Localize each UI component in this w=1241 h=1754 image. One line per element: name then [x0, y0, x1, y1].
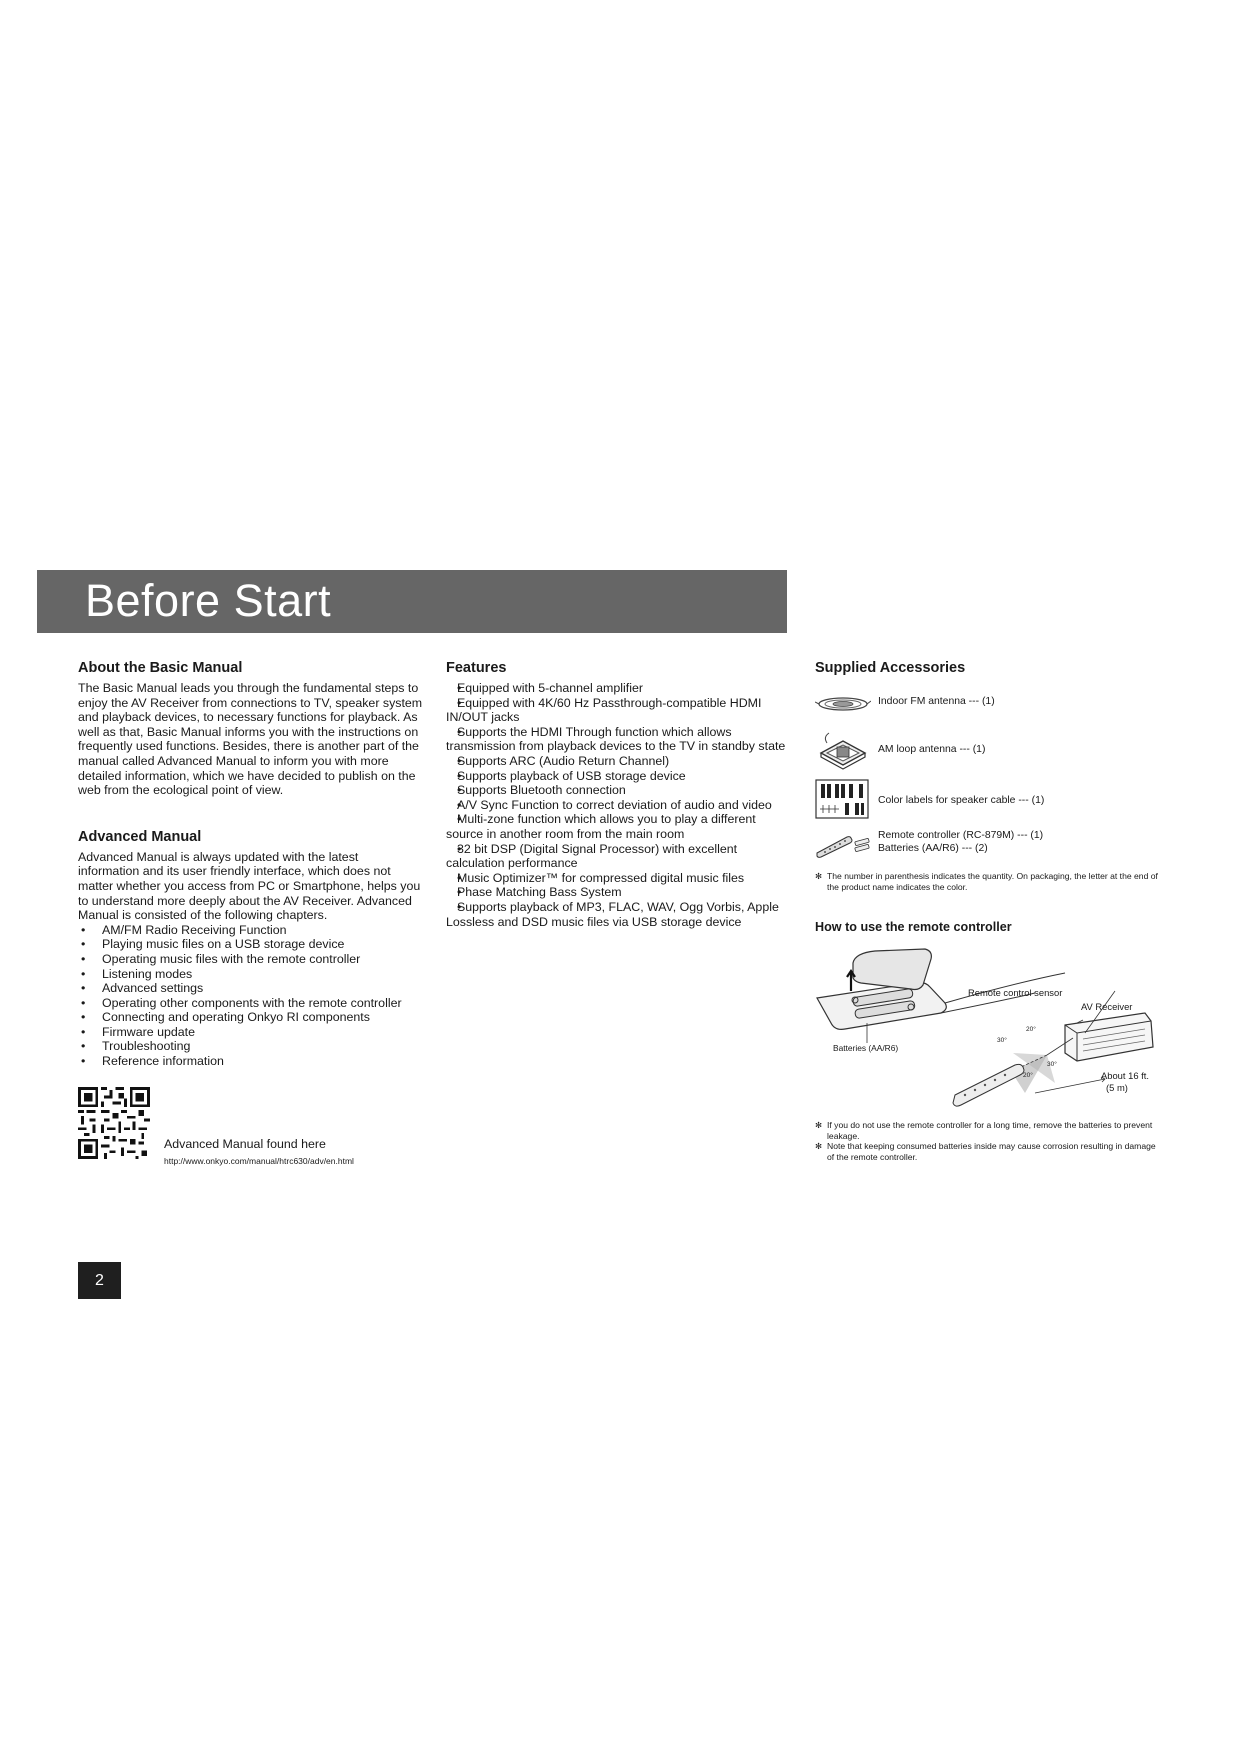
- remote-note: [815, 1141, 1165, 1162]
- advanced-heading: Advanced Manual: [78, 828, 202, 845]
- about-body: The Basic Manual leads you through the fundamental steps to enjoy the AV Receiver from connections to TV, speaker system and playback devices, to necessary functions for playback. As well as that, Basic Manual informs you with the instructions on frequently used functions. Besides, there is another part of the manual called Advanced Manual to inform you with more detailed information, which we have decided to publish on the web from the ecological point of view.: [78, 681, 423, 798]
- note-text: If you do not use the remote controller for a long time, remove the batteries to prevent leakage.: [827, 1120, 1153, 1141]
- fm-antenna-icon: [815, 689, 871, 717]
- list-item: • Equipped with 5-channel amplifier: [446, 681, 791, 696]
- list-item: • Playing music files on a USB storage device: [78, 937, 423, 952]
- column-basic-manual: [78, 660, 423, 1166]
- features-heading: Features: [446, 660, 507, 676]
- angle-label: 30°: [1047, 1061, 1057, 1068]
- qr-section: [78, 1087, 423, 1166]
- accessory-label: Color labels for speaker cable --- (1): [878, 795, 1045, 806]
- list-item: • Music Optimizer™ for compressed digital music files: [446, 871, 791, 886]
- list-item: • AM/FM Radio Receiving Function: [78, 923, 423, 938]
- note-mark: ✻: [815, 1120, 823, 1130]
- column-accessories: [815, 660, 1165, 1162]
- remote-use-heading: How to use the remote controller: [815, 920, 1012, 934]
- list-item: • Supports the HDMI Through function which allows transmission from playback devices to the TV in standby state: [446, 725, 791, 754]
- note-mark: ✻: [815, 1141, 823, 1151]
- list-item: • Supports playback of USB storage device: [446, 769, 791, 784]
- column-features: [446, 660, 791, 929]
- sensor-label: Remote control sensor: [968, 987, 1063, 998]
- list-item: • Equipped with 4K/60 Hz Passthrough-compatible HDMI IN/OUT jacks: [446, 696, 791, 725]
- list-item: • Advanced settings: [78, 981, 423, 996]
- qr-code-icon[interactable]: [78, 1087, 150, 1159]
- accessory-note: [815, 871, 1165, 892]
- distance-label: About 16 ft.: [1101, 1070, 1149, 1081]
- note-mark: ✻: [815, 871, 823, 881]
- list-item: • A/V Sync Function to correct deviation of audio and video: [446, 798, 791, 813]
- accessory-item: [815, 689, 1165, 729]
- qr-caption: Advanced Manual found here: [164, 1136, 326, 1151]
- advanced-manual-link[interactable]: http://www.onkyo.com/manual/htrc630/adv/en.html: [164, 1155, 354, 1166]
- remote-controller-icon: [815, 829, 871, 859]
- list-item: • Supports playback of MP3, FLAC, WAV, Ogg Vorbis, Apple Lossless and DSD music files via USB storage device: [446, 900, 791, 929]
- section-banner: [37, 570, 787, 633]
- accessory-item: [815, 729, 1165, 779]
- chapter-list: [78, 923, 423, 1069]
- color-labels-icon: [815, 779, 869, 819]
- accessory-item: [815, 779, 1165, 829]
- advanced-body: Advanced Manual is always updated with the latest information and its user friendly interface, which does not matter whether you access from PC or Smartphone, helps you to understand more deeply about the AV Receiver. Advanced Manual is consisted of the following chapters.: [78, 849, 421, 923]
- am-loop-antenna-icon: [815, 729, 871, 773]
- feature-list: [446, 681, 791, 929]
- accessory-item: [815, 829, 1165, 869]
- list-item: • Multi-zone function which allows you to play a different source in another room from the main room: [446, 812, 791, 841]
- angle-label: 20°: [1023, 1072, 1033, 1079]
- list-item: • Listening modes: [78, 967, 423, 982]
- remote-note: [815, 1120, 1165, 1141]
- list-item: • 32 bit DSP (Digital Signal Processor) with excellent calculation performance: [446, 842, 791, 871]
- accessory-label: AM loop antenna --- (1): [878, 744, 986, 755]
- about-heading: About the Basic Manual: [78, 660, 243, 676]
- remote-usage-figure: [815, 943, 1165, 1118]
- list-item: • Firmware update: [78, 1025, 423, 1040]
- note-text: Note that keeping consumed batteries inside may cause corrosion resulting in damage of the remote controller.: [827, 1141, 1156, 1162]
- list-item: • Phase Matching Bass System: [446, 885, 791, 900]
- list-item: • Supports Bluetooth connection: [446, 783, 791, 798]
- page-title: Before Start: [85, 575, 332, 626]
- accessory-label: [878, 829, 1043, 855]
- list-item: • Connecting and operating Onkyo RI components: [78, 1010, 423, 1025]
- accessories-heading: Supplied Accessories: [815, 660, 966, 676]
- angle-label: 20°: [1026, 1026, 1036, 1033]
- list-item: • Troubleshooting: [78, 1039, 423, 1054]
- list-item: • Operating other components with the remote controller: [78, 996, 423, 1011]
- distance-metric-label: (5 m): [1106, 1082, 1128, 1093]
- remote-label: Remote controller (RC-879M) --- (1): [878, 830, 1044, 841]
- receiver-label: AV Receiver: [1081, 1001, 1133, 1012]
- angle-label: 30°: [997, 1037, 1007, 1044]
- batteries-figure-label: Batteries (AA/R6): [833, 1043, 899, 1053]
- list-item: • Supports ARC (Audio Return Channel): [446, 754, 791, 769]
- list-item: • Reference information: [78, 1054, 423, 1069]
- accessory-label: Indoor FM antenna --- (1): [878, 696, 995, 707]
- page-number: 2: [78, 1262, 121, 1299]
- list-item: • Operating music files with the remote controller: [78, 952, 423, 967]
- batteries-label: Batteries (AA/R6) --- (2): [878, 843, 988, 854]
- note-text: The number in parenthesis indicates the quantity. On packaging, the letter at the end of the product name indicates the color.: [827, 871, 1158, 892]
